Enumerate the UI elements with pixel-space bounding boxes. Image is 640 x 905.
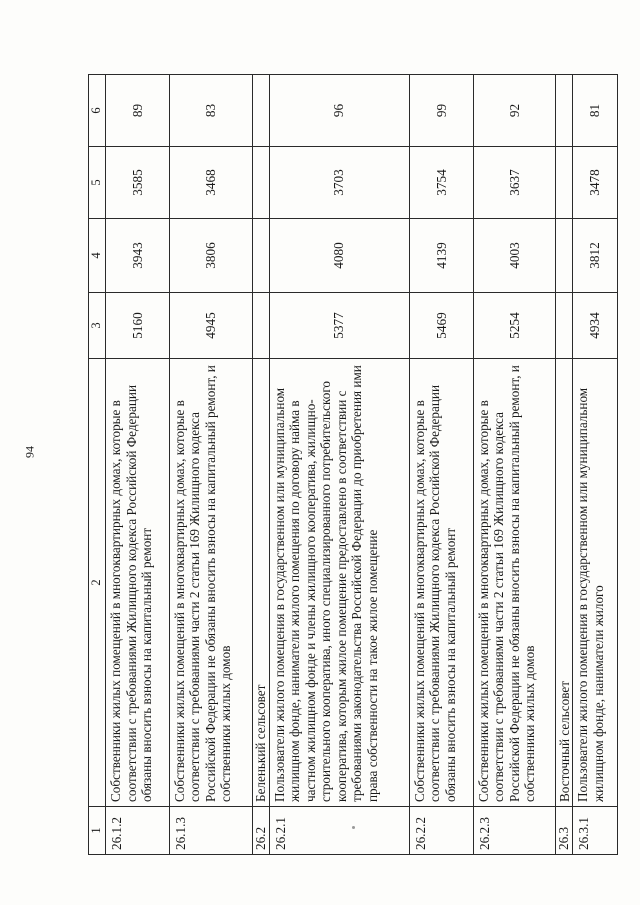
row-value-col3: 4945 [169, 293, 252, 359]
row-description: Пользователи жилого помещения в государственном или муниципальном жилищном фонде, наниматели жилого [573, 359, 618, 807]
scan-dot [352, 826, 355, 829]
column-header: 4 [89, 219, 106, 293]
section-title: Беленький сельсовет [252, 359, 269, 807]
row-value-col4: 3812 [573, 219, 618, 293]
row-value-col4: 4003 [473, 219, 556, 293]
section-code: 26.3 [556, 807, 573, 855]
row-value-col3: 4934 [573, 293, 618, 359]
page-number: 94 [22, 446, 37, 458]
table-row [473, 75, 556, 855]
empty-cell [252, 293, 269, 359]
row-description: Собственники жилых помещений в многоквартирных домах, которые в соответствии с требованиями части 2 статьи 169 Жилищного кодекса Российской Федерации не обязаны вносить взносы на капитальный ремонт, и собственники жилых домов [169, 359, 252, 807]
row-value-col4: 4139 [409, 219, 473, 293]
row-code: 26.2.2 [409, 807, 473, 855]
table-row [409, 75, 473, 855]
column-header: 3 [89, 293, 106, 359]
empty-cell [556, 75, 573, 147]
row-value-col6: 99 [409, 75, 473, 147]
column-header: 6 [89, 75, 106, 147]
row-value-col6: 83 [169, 75, 252, 147]
table-row [573, 75, 618, 855]
column-header: 5 [89, 147, 106, 219]
empty-cell [556, 219, 573, 293]
row-description: Пользователи жилого помещения в государственном или муниципальном жилищном фонде, наниматели жилого помещения по договору найма в частном жилищном фонде и члены жилищного кооператива, жилищно-строительного кооператива, иного специализированного потребительского кооператива, которым жилое помещение предоставлено в соответствии с требованиями законодательства Российской Федерации до приобретения ими права собственности на такое жилое помещение [269, 359, 409, 807]
row-code: 26.2.1 [269, 807, 409, 855]
row-value-col5: 3478 [573, 147, 618, 219]
row-code: 26.1.2 [106, 807, 170, 855]
column-header: 2 [89, 359, 106, 807]
row-value-col6: 81 [573, 75, 618, 147]
row-code: 26.1.3 [169, 807, 252, 855]
empty-cell [252, 219, 269, 293]
row-code: 26.2.3 [473, 807, 556, 855]
empty-cell [252, 75, 269, 147]
row-value-col3: 5254 [473, 293, 556, 359]
empty-cell [252, 147, 269, 219]
rotated-page-content [88, 75, 618, 855]
empty-cell [556, 293, 573, 359]
row-description: Собственники жилых помещений в многоквартирных домах, которые в соответствии с требованиями Жилищного кодекса Российской Федерации обязаны вносить взносы на капитальный ремонт [409, 359, 473, 807]
row-value-col3: 5160 [106, 293, 170, 359]
row-value-col6: 89 [106, 75, 170, 147]
section-title: Восточный сельсовет [556, 359, 573, 807]
section-row [556, 75, 573, 855]
row-value-col6: 92 [473, 75, 556, 147]
row-description: Собственники жилых помещений в многоквартирных домах, которые в соответствии с требованиями части 2 статьи 169 Жилищного кодекса Российской Федерации не обязаны вносить взносы на капитальный ремонт, и собственники жилых домов [473, 359, 556, 807]
table-row [269, 75, 409, 855]
empty-cell [556, 147, 573, 219]
row-value-col5: 3637 [473, 147, 556, 219]
row-value-col4: 3806 [169, 219, 252, 293]
row-value-col5: 3468 [169, 147, 252, 219]
row-description: Собственники жилых помещений в многоквартирных домах, которые в соответствии с требованиями Жилищного кодекса Российской Федерации обязаны вносить взносы на капитальный ремонт [106, 359, 170, 807]
section-code: 26.2 [252, 807, 269, 855]
column-header: 1 [89, 807, 106, 855]
row-value-col4: 3943 [106, 219, 170, 293]
row-value-col5: 3703 [269, 147, 409, 219]
row-value-col5: 3754 [409, 147, 473, 219]
row-value-col3: 5469 [409, 293, 473, 359]
row-value-col4: 4080 [269, 219, 409, 293]
row-code: 26.3.1 [573, 807, 618, 855]
row-value-col6: 96 [269, 75, 409, 147]
tariff-table [88, 74, 618, 855]
table-row [169, 75, 252, 855]
row-value-col3: 5377 [269, 293, 409, 359]
header-row [89, 75, 106, 855]
section-row [252, 75, 269, 855]
row-value-col5: 3585 [106, 147, 170, 219]
table-row [106, 75, 170, 855]
